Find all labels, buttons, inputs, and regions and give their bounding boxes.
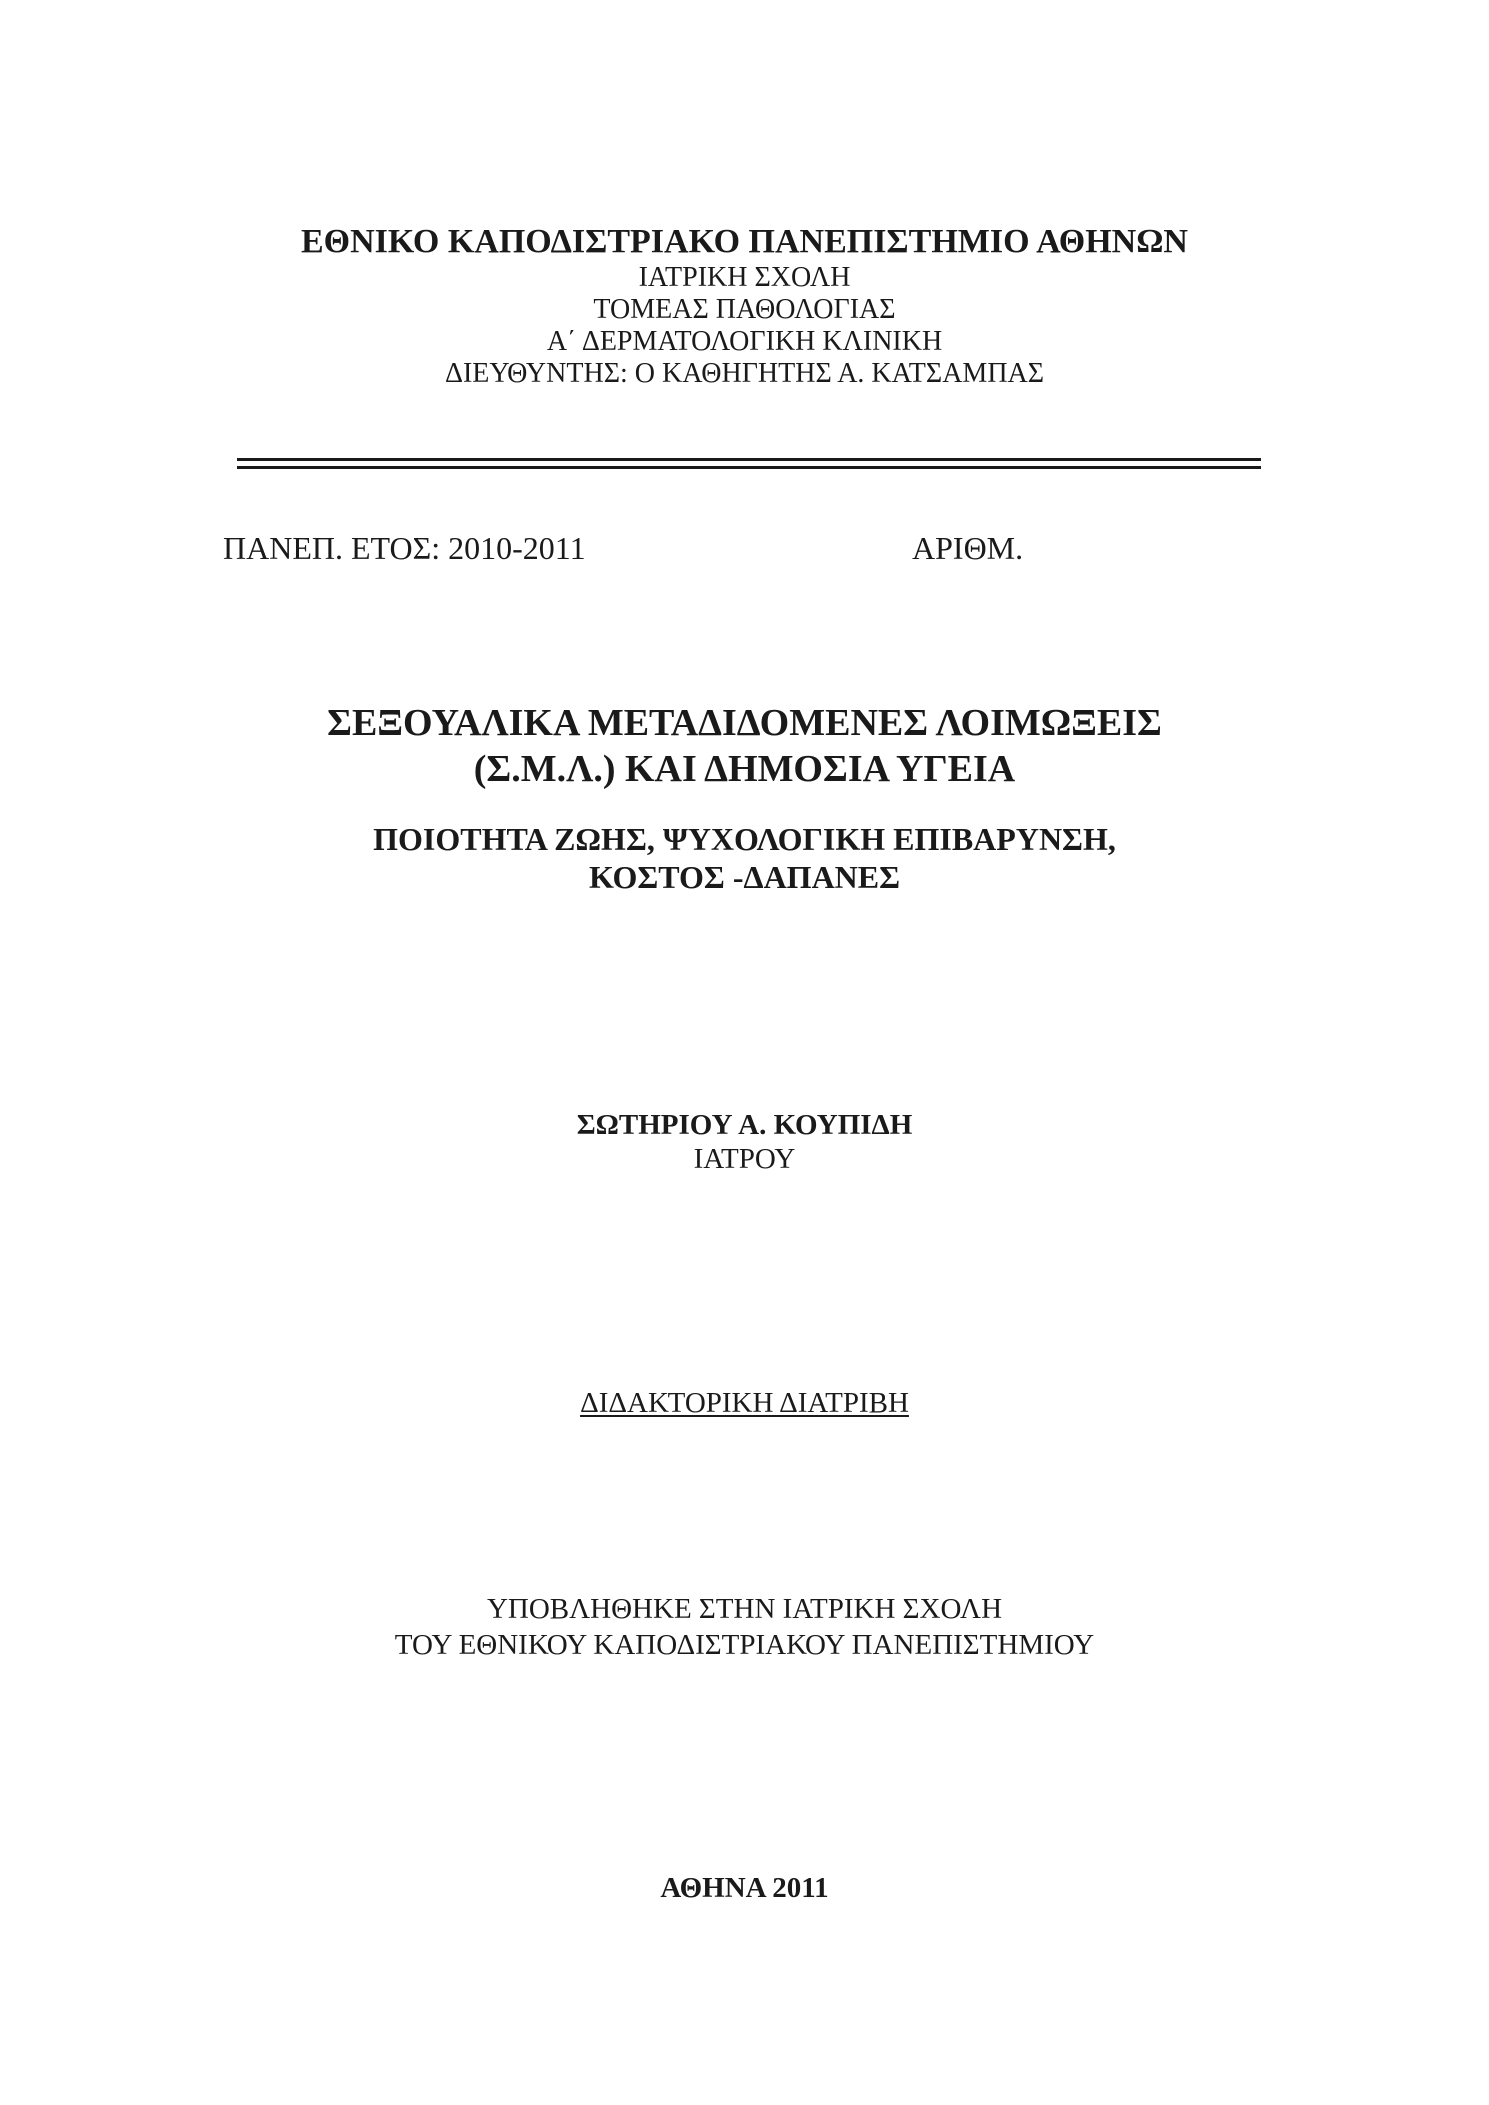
thesis-title	[0, 700, 1489, 792]
author-name: ΣΩΤΗΡΙΟΥ Α. ΚΟΥΠΙΔΗ	[576, 1109, 913, 1141]
subtitle-line-2: ΚΟΣΤΟΣ -ΔΑΠΑΝΕΣ	[588, 859, 901, 895]
thesis-subtitle	[0, 820, 1489, 896]
academic-year: ΠΑΝΕΠ. ΕΤΟΣ: 2010-2011	[223, 530, 586, 566]
place-year: ΑΘΗΝΑ 2011	[660, 1872, 829, 1904]
clinic-name: Α΄ ΔΕΡΜΑΤΟΛΟΓΙΚΗ ΚΛΙΝΙΚΗ	[546, 326, 943, 357]
institution-header	[0, 222, 1489, 390]
double-rule-divider	[237, 458, 1261, 469]
university-name: ΕΘΝΙΚΟ ΚΑΠΟΔΙΣΤΡΙΑΚΟ ΠΑΝΕΠΙΣΤΗΜΙΟ ΑΘΗΝΩΝ	[301, 223, 1188, 260]
author-section	[0, 1108, 1489, 1176]
submission-line-1: ΥΠΟΒΛΗΘΗΚΕ ΣΤΗΝ ΙΑΤΡΙΚΗ ΣΧΟΛΗ	[486, 1593, 1003, 1625]
title-line-2: (Σ.Μ.Λ.) ΚΑΙ ΔΗΜΟΣΙΑ ΥΓΕΙΑ	[473, 748, 1016, 790]
number-label: ΑΡΙΘΜ.	[912, 530, 1024, 566]
director-line: ΔΙΕΥΘΥΝΤΗΣ: Ο ΚΑΘΗΓΗΤΗΣ Α. ΚΑΤΣΑΜΠΑΣ	[444, 358, 1045, 389]
thesis-type: ΔΙΔΑΚΤΟΡΙΚΗ ΔΙΑΤΡΙΒΗ	[580, 1387, 909, 1419]
department-name: ΤΟΜΕΑΣ ΠΑΘΟΛΟΓΙΑΣ	[593, 294, 896, 325]
place-year-footer	[0, 1871, 1489, 1905]
subtitle-line-1: ΠΟΙΟΤΗΤΑ ΖΩΗΣ, ΨΥΧΟΛΟΓΙΚΗ ΕΠΙΒΑΡΥΝΣΗ,	[373, 821, 1116, 857]
author-role: ΙΑΤΡΟΥ	[693, 1143, 796, 1175]
submission-line-2: ΤΟΥ ΕΘΝΙΚΟΥ ΚΑΠΟΔΙΣΤΡΙΑΚΟΥ ΠΑΝΕΠΙΣΤΗΜΙΟΥ	[394, 1629, 1095, 1661]
thesis-type-section	[0, 1386, 1489, 1420]
submission-statement	[0, 1591, 1489, 1663]
title-line-1: ΣΕΞΟΥΑΛΙΚΑ ΜΕΤΑΔΙΔΟΜΕΝΕΣ ΛΟΙΜΩΞΕΙΣ	[327, 702, 1162, 744]
school-name: ΙΑΤΡΙΚΗ ΣΧΟΛΗ	[638, 262, 851, 293]
